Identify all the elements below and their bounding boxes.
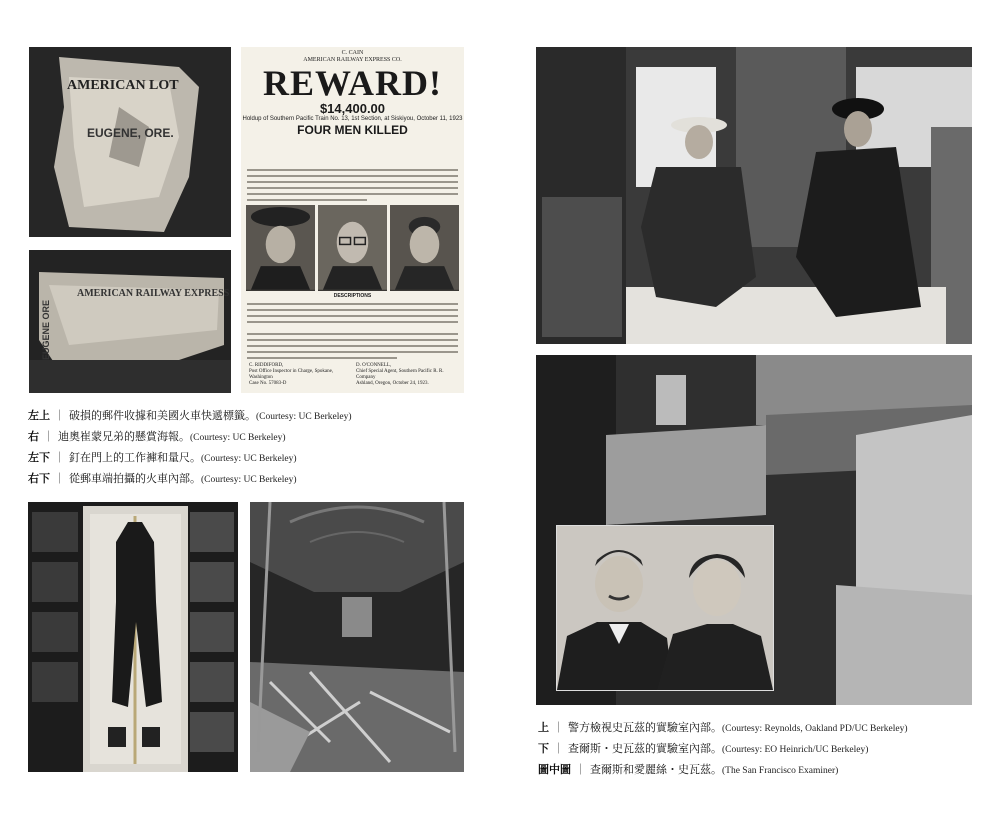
caption-line: [28, 406, 352, 427]
photo-express-label: [29, 250, 231, 393]
poster-sig-right-title: Chief Special Agent, Southern Pacific R. R. Company: [356, 369, 444, 380]
caption-credit: (Courtesy: Reynolds, Oakland PD/UC Berkeley): [722, 724, 908, 734]
caption-tag: 上: [538, 721, 549, 734]
caption-text: 查爾斯和愛麗絲・史瓦茲。: [590, 763, 722, 776]
poster-portraits: [246, 205, 459, 291]
poster-signature-left: [249, 363, 349, 387]
poster-signature-right: [356, 363, 458, 387]
poster-text-block: [247, 303, 458, 305]
poster-text-block: [247, 175, 458, 177]
caption-line: [538, 760, 908, 781]
poster-descriptions: DESCRIPTIONS: [333, 293, 372, 299]
receipt-name-text: EUGENE, ORE.: [87, 126, 174, 140]
caption-tag: 下: [538, 742, 549, 755]
inset-portrait-schwartz: [556, 525, 774, 691]
poster-title: REWARD!: [262, 63, 442, 103]
caption-tag: 左上: [28, 409, 50, 422]
poster-text-block: [247, 181, 458, 183]
caption-separator: ｜: [54, 409, 65, 422]
poster-text-block: [247, 357, 397, 359]
caption-tag: 圖中圖: [538, 763, 571, 776]
caption-separator: ｜: [54, 472, 65, 485]
poster-sig-left-title: Post Office Inspector in Charge, Spokane, Washington: [249, 369, 334, 380]
caption-line: [28, 427, 352, 448]
poster-header: [241, 50, 464, 64]
poster-text-block: [247, 345, 458, 347]
poster-header-line2: AMERICAN RAILWAY EXPRESS CO.: [303, 57, 402, 63]
caption-line: [538, 739, 908, 760]
caption-credit: (Courtesy: UC Berkeley): [201, 454, 297, 464]
poster-text-block: [247, 169, 458, 171]
photo-overalls-door: [28, 502, 238, 772]
caption-credit: (Courtesy: EO Heinrich/UC Berkeley): [722, 745, 869, 755]
photo-mail-receipt: [29, 47, 231, 237]
portrait-photo: [390, 205, 459, 291]
caption-credit: (The San Francisco Examiner): [722, 766, 839, 776]
poster-text-block: [247, 187, 458, 189]
portrait-photo: [246, 205, 315, 291]
caption-line: [28, 448, 352, 469]
poster-header-line1: C. CAIN: [341, 50, 364, 56]
poster-amount: $14,400.00: [319, 101, 386, 116]
poster-text-block: [247, 339, 458, 341]
photo-police-inspection: [536, 47, 972, 344]
poster-holdup: Holdup of Southern Pacific Train No. 13, 1st Section, at Siskiyou, October 11, 1923: [242, 116, 463, 122]
poster-text-block: [247, 351, 458, 353]
express-label-text: AMERICAN RAILWAY EXPRESS: [77, 288, 230, 299]
poster-date-line: Ashland, Oregon, October 24, 1923.: [356, 381, 429, 386]
poster-sig-left-name: C. RIDDIFORD,: [249, 363, 284, 368]
poster-text-block: [247, 193, 458, 195]
caption-separator: ｜: [43, 430, 54, 443]
eugene-label-text: EUGENE ORE: [41, 299, 51, 360]
caption-credit: (Courtesy: UC Berkeley): [190, 433, 286, 443]
receipt-top-text: AMERICAN LOT: [67, 78, 179, 93]
reward-poster: [241, 47, 464, 393]
poster-text-block: [247, 333, 458, 335]
poster-sig-right-name: D. O'CONNELL,: [356, 363, 392, 368]
caption-tag: 右: [28, 430, 39, 443]
caption-tag: 右下: [28, 472, 50, 485]
right-captions: [538, 718, 908, 781]
caption-separator: ｜: [553, 721, 564, 734]
caption-separator: ｜: [54, 451, 65, 464]
photo-train-interior: [250, 502, 464, 772]
poster-killed: FOUR MEN KILLED: [297, 123, 408, 137]
caption-text: 警方檢視史瓦茲的實驗室內部。: [568, 721, 722, 734]
portrait-photo: [318, 205, 387, 291]
caption-credit: (Courtesy: UC Berkeley): [256, 412, 352, 422]
caption-text: 釘在門上的工作褲和量尺。: [69, 451, 201, 464]
poster-text-block: [247, 309, 458, 311]
caption-text: 查爾斯・史瓦茲的實驗室內部。: [568, 742, 722, 755]
caption-tag: 左下: [28, 451, 50, 464]
poster-text-block: [247, 199, 367, 201]
caption-text: 破損的郵件收據和美國火車快遞標籤。: [69, 409, 256, 422]
caption-text: 從郵車端拍攝的火車內部。: [69, 472, 201, 485]
caption-line: [28, 469, 352, 490]
caption-separator: ｜: [553, 742, 564, 755]
poster-text-block: [247, 321, 458, 323]
left-captions: [28, 406, 352, 490]
caption-credit: (Courtesy: UC Berkeley): [201, 475, 297, 485]
caption-text: 迪奧崔蒙兄弟的懸賞海報。: [58, 430, 190, 443]
poster-case-no: Case No. 57083-D: [249, 381, 287, 386]
caption-line: [538, 718, 908, 739]
poster-text-block: [247, 315, 458, 317]
caption-separator: ｜: [575, 763, 586, 776]
